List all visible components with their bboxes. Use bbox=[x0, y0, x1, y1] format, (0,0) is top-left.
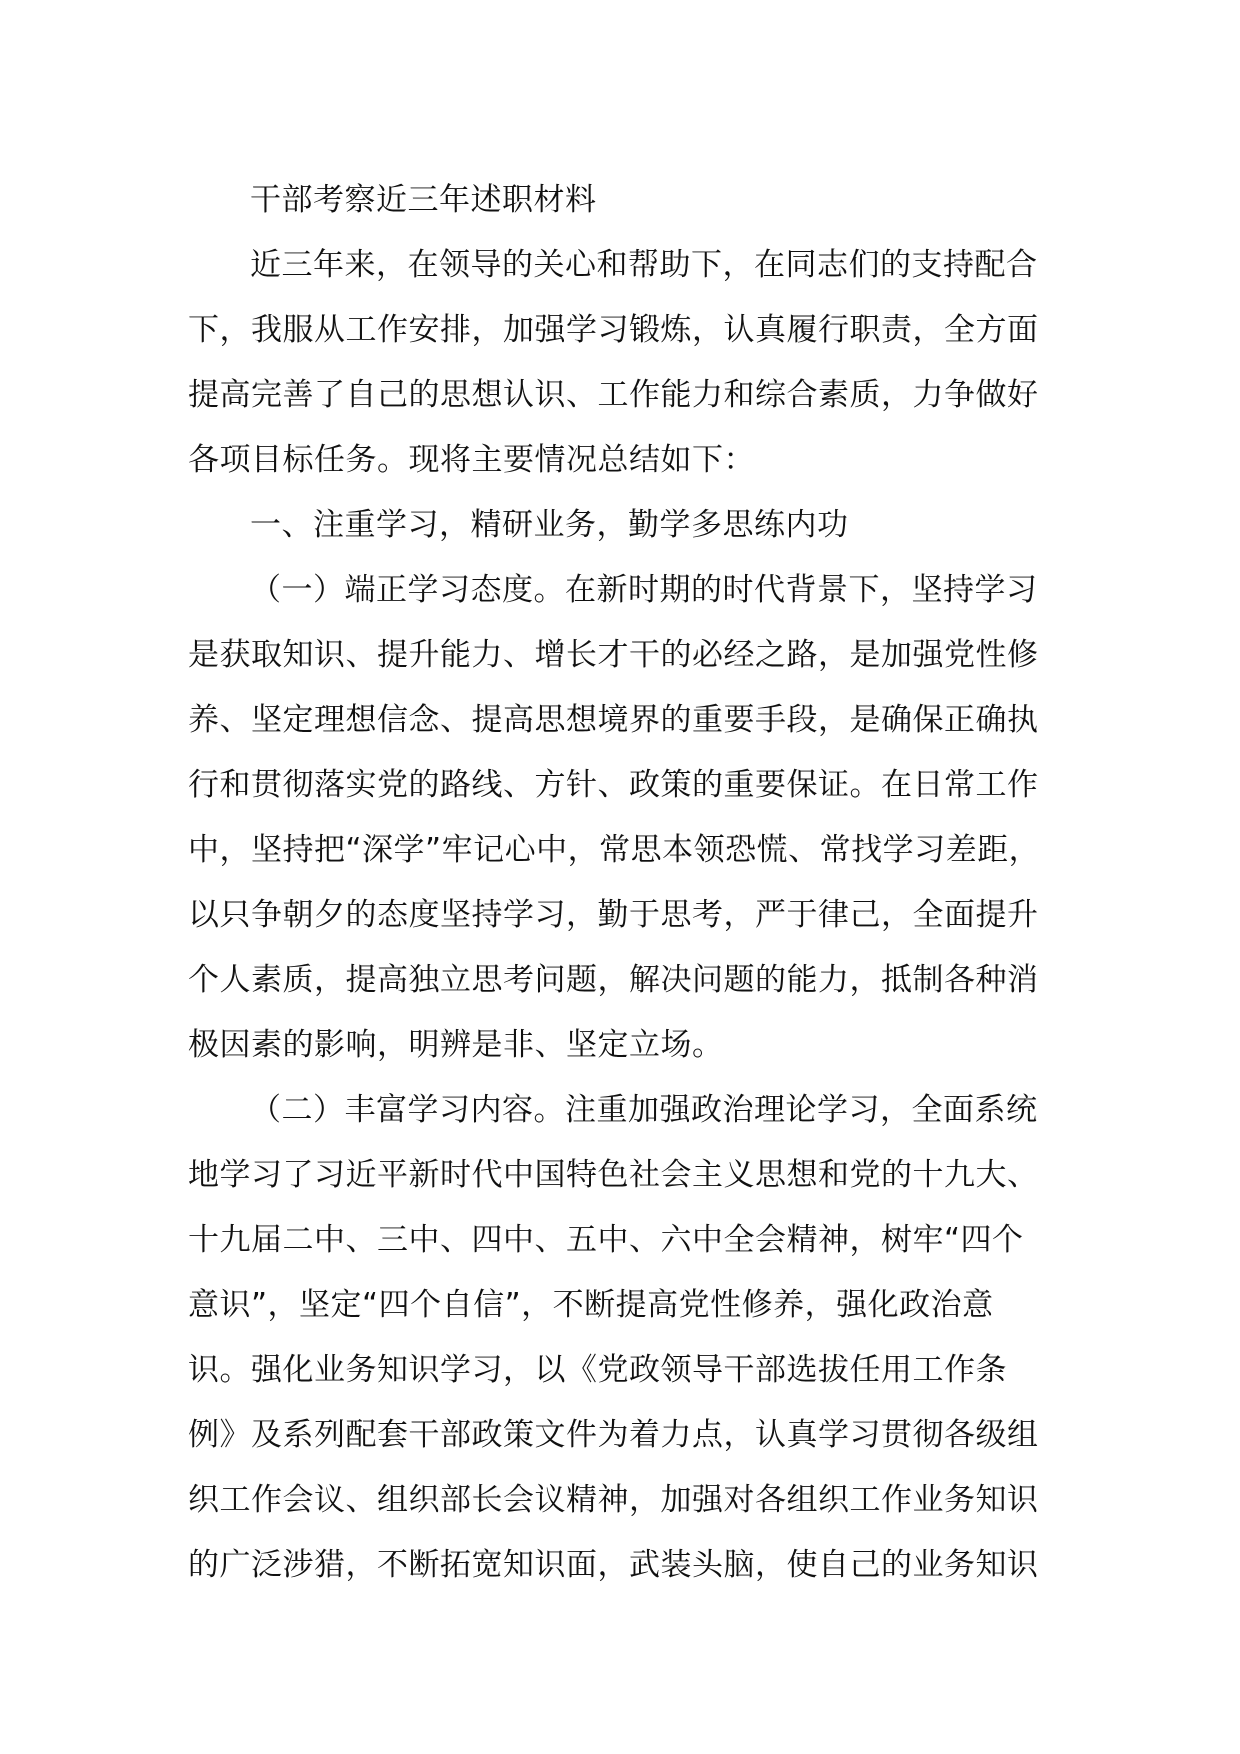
text-line: （二）丰富学习内容。注重加强政治理论学习，全面系统 bbox=[250, 1092, 1038, 1128]
title-line: 干部考察近三年述职材料 bbox=[250, 182, 597, 218]
paragraph bbox=[188, 558, 1064, 1078]
text-line: 例》及系列配套干部政策文件为着力点，认真学习贯彻各级组 bbox=[188, 1417, 1039, 1453]
paragraph bbox=[188, 233, 1064, 493]
text-line: 是获取知识、提升能力、增长才干的必经之路，是加强党性修 bbox=[188, 637, 1039, 673]
text-line: 养、坚定理想信念、提高思想境界的重要手段，是确保正确执 bbox=[188, 702, 1039, 738]
document-title bbox=[188, 168, 1064, 233]
paragraph-list bbox=[188, 233, 1064, 1598]
text-line: 中，坚持把“深学”牢记心中，常思本领恐慌、常找学习差距， bbox=[188, 832, 1041, 868]
text-line: 提高完善了自己的思想认识、工作能力和综合素质，力争做好 bbox=[188, 377, 1039, 413]
text-line: 意识”，坚定“四个自信”，不断提高党性修养，强化政治意 bbox=[188, 1287, 994, 1323]
text-line: 下，我服从工作安排，加强学习锻炼，认真履行职责，全方面 bbox=[188, 312, 1039, 348]
paragraph bbox=[188, 1078, 1064, 1598]
text-line: 极因素的影响，明辨是非、坚定立场。 bbox=[188, 1027, 724, 1063]
text-line: 近三年来，在领导的关心和帮助下，在同志们的支持配合 bbox=[250, 247, 1038, 283]
text-line: （一）端正学习态度。在新时期的时代背景下，坚持学习 bbox=[250, 572, 1038, 608]
text-line: 个人素质，提高独立思考问题，解决问题的能力，抵制各种消 bbox=[188, 962, 1039, 998]
text-line: 各项目标任务。现将主要情况总结如下： bbox=[188, 442, 755, 478]
paragraph bbox=[188, 493, 1064, 558]
text-line: 行和贯彻落实党的路线、方针、政策的重要保证。在日常工作 bbox=[188, 767, 1039, 803]
text-line: 以只争朝夕的态度坚持学习，勤于思考，严于律己，全面提升 bbox=[188, 897, 1039, 933]
text-line: 十九届二中、三中、四中、五中、六中全会精神，树牢“四个 bbox=[188, 1222, 1024, 1258]
text-line: 一、注重学习，精研业务，勤学多思练内功 bbox=[250, 507, 849, 543]
text-line: 地学习了习近平新时代中国特色社会主义思想和党的十九大、 bbox=[188, 1157, 1039, 1193]
text-line: 织工作会议、组织部长会议精神，加强对各组织工作业务知识 bbox=[188, 1482, 1039, 1518]
text-line: 识。强化业务知识学习，以《党政领导干部选拔任用工作条 bbox=[188, 1352, 1007, 1388]
text-line: 的广泛涉猎，不断拓宽知识面，武装头脑，使自己的业务知识 bbox=[188, 1547, 1039, 1583]
document-body bbox=[188, 168, 1064, 1598]
